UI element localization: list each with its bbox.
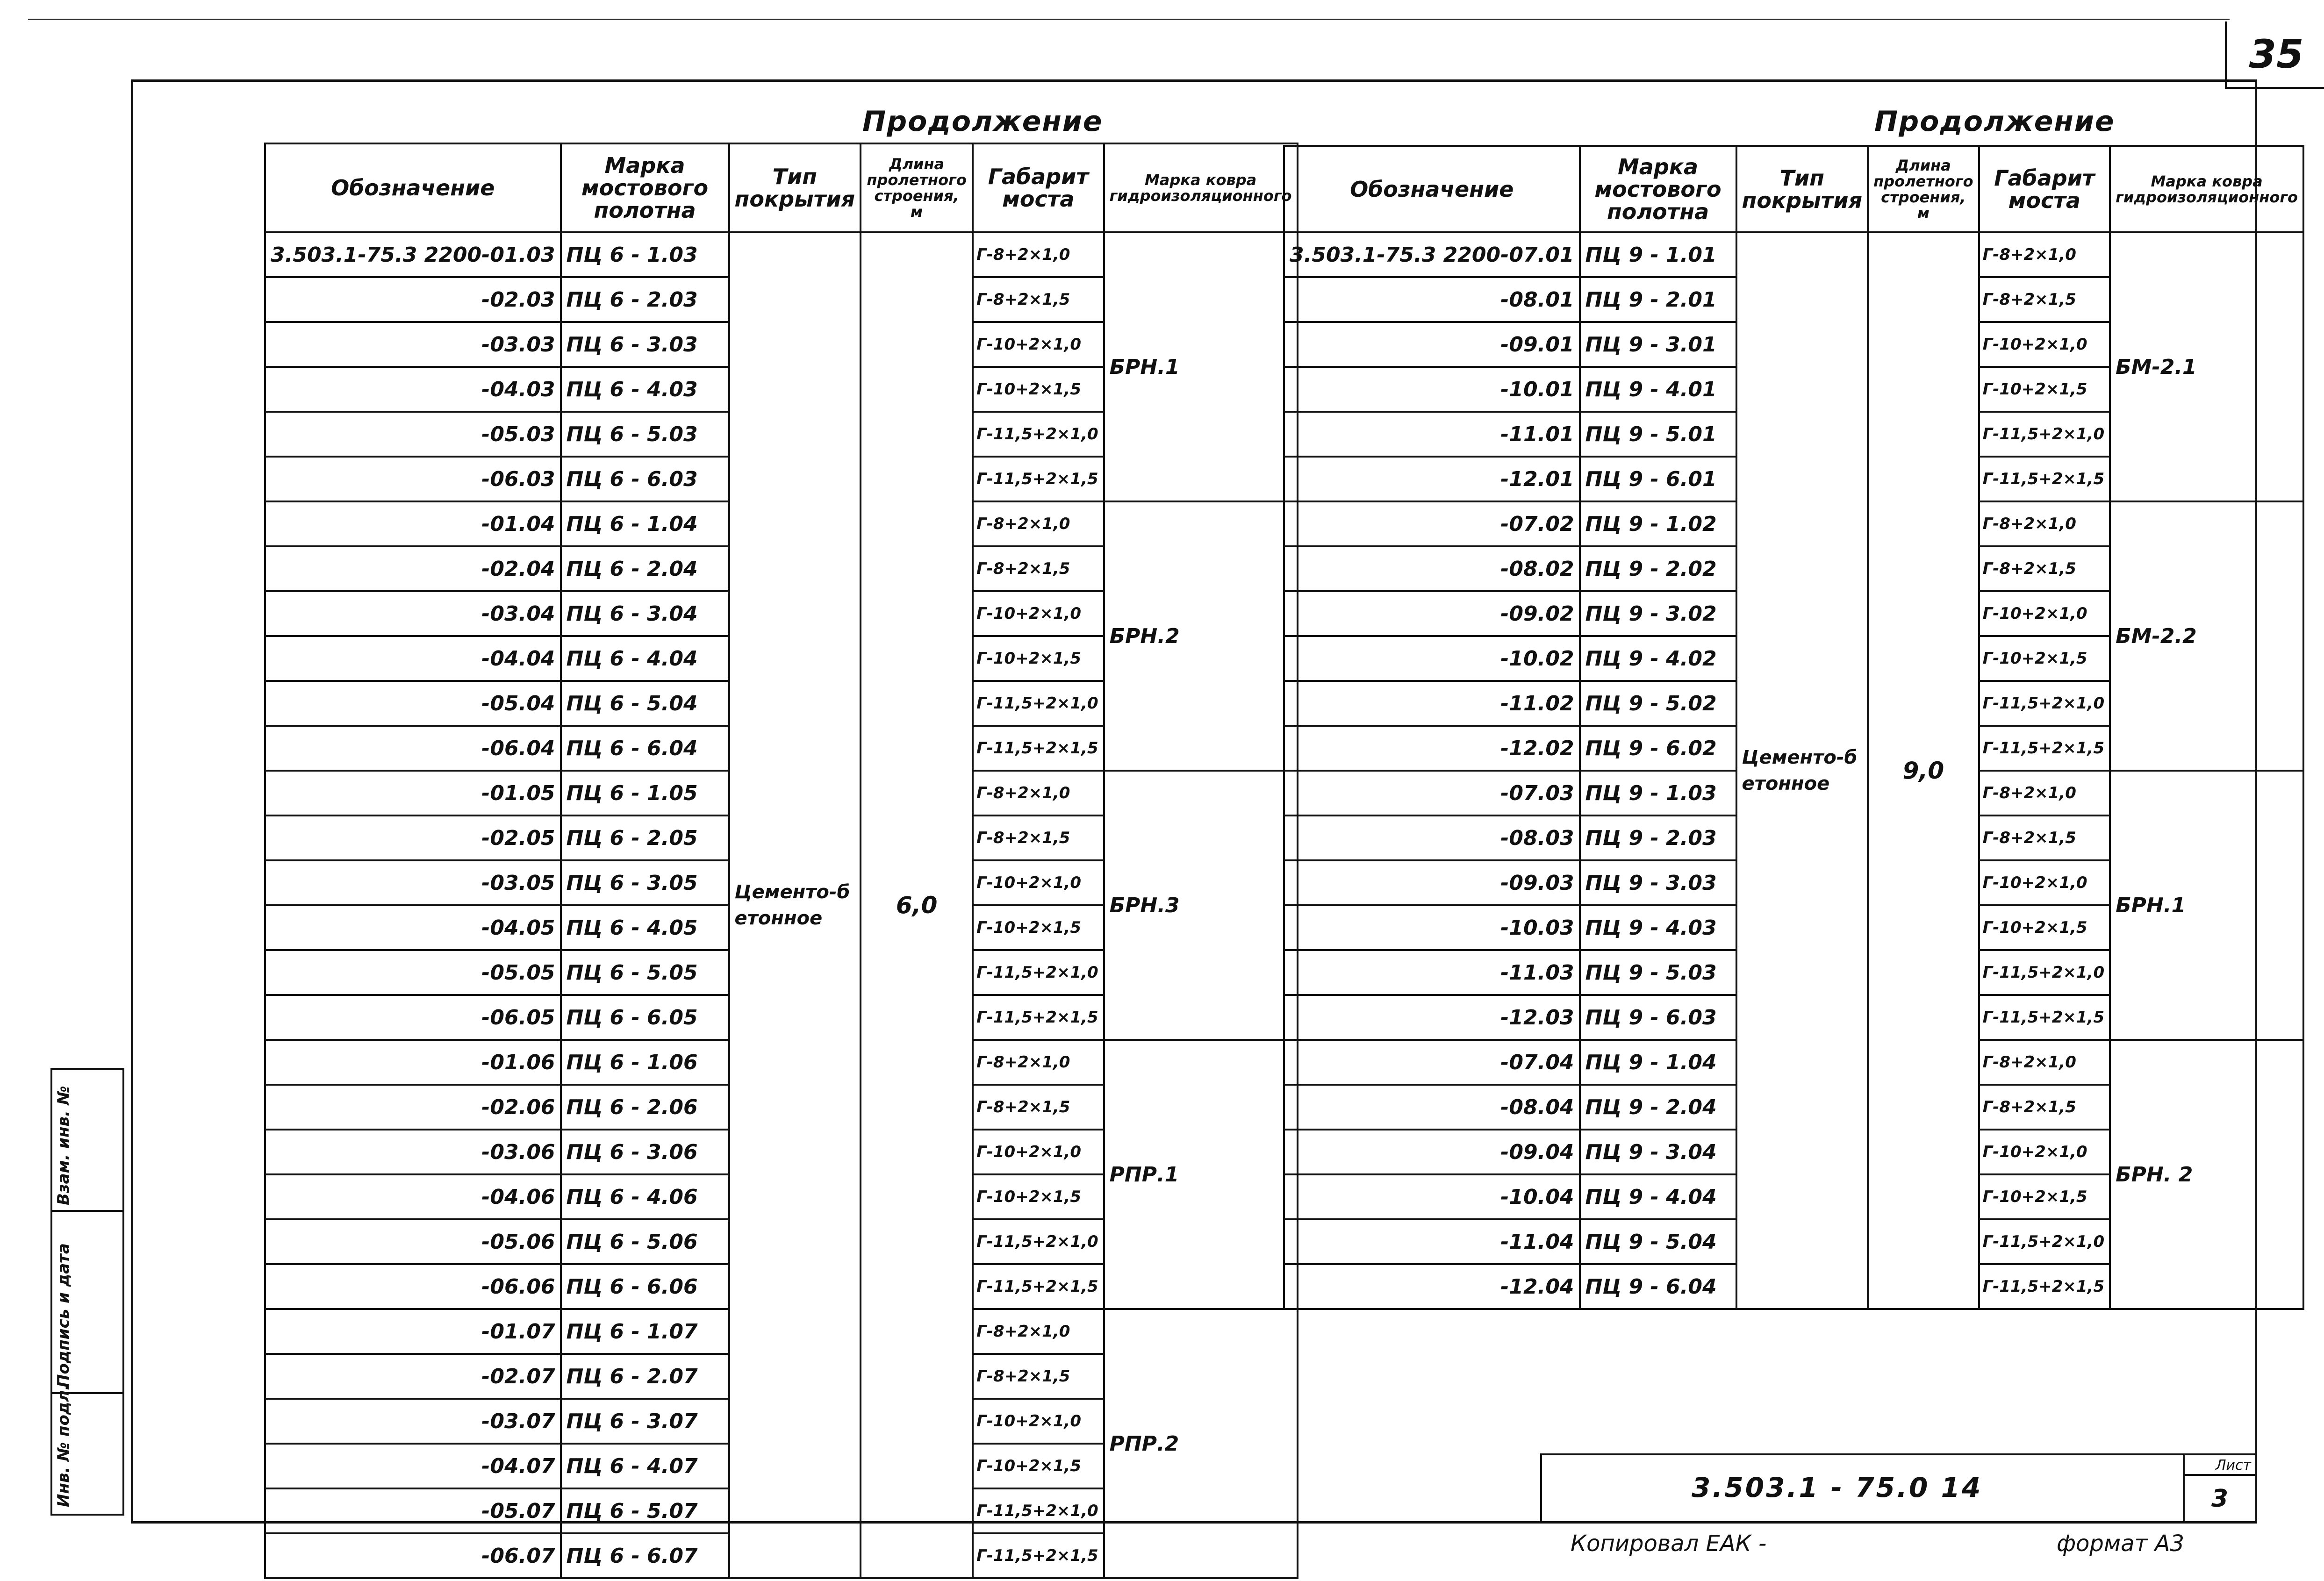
gabarit-cell: Г-11,5+2×1,5 <box>1979 1264 2110 1309</box>
stamp-sheet-box <box>2183 1455 2255 1521</box>
gabarit-cell: Г-11,5+2×1,0 <box>973 1219 1104 1264</box>
gabarit-cell: Г-10+2×1,0 <box>1979 322 2110 367</box>
gabarit-cell: Г-8+2×1,5 <box>1979 546 2110 591</box>
designation-cell: -04.05 <box>265 905 561 950</box>
mark-cell: ПЦ 9 - 6.04 <box>1580 1264 1736 1309</box>
mark-cell: ПЦ 6 - 1.05 <box>561 771 729 816</box>
designation-cell: 3.503.1-75.3 2200-07.01 <box>1284 232 1580 277</box>
designation-cell: -10.01 <box>1284 367 1580 412</box>
gabarit-cell: Г-8+2×1,5 <box>973 277 1104 322</box>
left-continuation-title: Продолжение <box>862 105 1103 138</box>
top-rule <box>28 19 2230 20</box>
sheet-corner-number: 35 <box>2249 31 2304 77</box>
gabarit-cell: Г-10+2×1,5 <box>1979 1174 2110 1219</box>
gabarit-cell: Г-10+2×1,5 <box>1979 905 2110 950</box>
mark-cell: ПЦ 6 - 4.03 <box>561 367 729 412</box>
designation-cell: -05.05 <box>265 950 561 995</box>
gabarit-cell: Г-11,5+2×1,0 <box>1979 412 2110 457</box>
designation-cell: -07.03 <box>1284 771 1580 816</box>
mark-cell: ПЦ 6 - 5.03 <box>561 412 729 457</box>
designation-cell: -09.01 <box>1284 322 1580 367</box>
mark-cell: ПЦ 6 - 2.07 <box>561 1354 729 1399</box>
designation-cell: -10.04 <box>1284 1174 1580 1219</box>
gabarit-cell: Г-8+2×1,0 <box>973 1040 1104 1085</box>
header-mark: Марка мостового полотна <box>561 143 729 232</box>
gabarit-cell: Г-8+2×1,5 <box>1979 277 2110 322</box>
strip-label-signature: Подпись и дата <box>54 1243 73 1388</box>
gabarit-cell: Г-10+2×1,0 <box>973 322 1104 367</box>
gabarit-cell: Г-10+2×1,0 <box>1979 860 2110 905</box>
designation-cell: 3.503.1-75.3 2200-01.03 <box>265 232 561 277</box>
mark-cell: ПЦ 9 - 3.02 <box>1580 591 1736 636</box>
mark-cell: ПЦ 9 - 1.03 <box>1580 771 1736 816</box>
designation-cell: -12.02 <box>1284 726 1580 771</box>
span-length-cell: 9,0 <box>1868 232 1979 1309</box>
mark-cell: ПЦ 9 - 5.01 <box>1580 412 1736 457</box>
membrane-mark-cell: РПР.2 <box>1104 1309 1298 1578</box>
designation-cell: -10.03 <box>1284 905 1580 950</box>
designation-cell: -01.07 <box>265 1309 561 1354</box>
designation-cell: -08.04 <box>1284 1085 1580 1130</box>
designation-cell: -12.01 <box>1284 457 1580 501</box>
mark-cell: ПЦ 9 - 5.02 <box>1580 681 1736 726</box>
header-gabarit: Габарит моста <box>973 143 1104 232</box>
designation-cell: -11.02 <box>1284 681 1580 726</box>
document-code: 3.503.1 - 75.0 14 <box>1692 1472 1983 1503</box>
header-type: Тип покрытия <box>729 143 861 232</box>
mark-cell: ПЦ 9 - 1.04 <box>1580 1040 1736 1085</box>
mark-cell: ПЦ 6 - 6.06 <box>561 1264 729 1309</box>
designation-cell: -03.03 <box>265 322 561 367</box>
gabarit-cell: Г-10+2×1,0 <box>1979 1130 2110 1174</box>
membrane-mark-cell: БРН.2 <box>1104 501 1298 771</box>
header-membrane: Марка ковра гидроизоляционного <box>2110 146 2303 232</box>
designation-cell: -09.04 <box>1284 1130 1580 1174</box>
membrane-mark-cell: БРН.1 <box>2110 771 2303 1040</box>
designation-cell: -11.04 <box>1284 1219 1580 1264</box>
mark-cell: ПЦ 6 - 6.05 <box>561 995 729 1040</box>
header-designation: Обозначение <box>265 143 561 232</box>
designation-cell: -02.06 <box>265 1085 561 1130</box>
mark-cell: ПЦ 9 - 3.03 <box>1580 860 1736 905</box>
gabarit-cell: Г-11,5+2×1,0 <box>973 681 1104 726</box>
mark-cell: ПЦ 9 - 3.01 <box>1580 322 1736 367</box>
mark-cell: ПЦ 6 - 2.03 <box>561 277 729 322</box>
designation-cell: -11.03 <box>1284 950 1580 995</box>
designation-cell: -11.01 <box>1284 412 1580 457</box>
mark-cell: ПЦ 9 - 6.03 <box>1580 995 1736 1040</box>
gabarit-cell: Г-11,5+2×1,5 <box>973 1533 1104 1578</box>
mark-cell: ПЦ 9 - 4.02 <box>1580 636 1736 681</box>
copy-note: Копировал ЕАК - <box>1571 1531 1767 1557</box>
gabarit-cell: Г-10+2×1,5 <box>1979 636 2110 681</box>
designation-cell: -06.04 <box>265 726 561 771</box>
gabarit-cell: Г-11,5+2×1,0 <box>1979 1219 2110 1264</box>
mark-cell: ПЦ 6 - 5.07 <box>561 1488 729 1533</box>
membrane-mark-cell: БРН.3 <box>1104 771 1298 1040</box>
designation-cell: -01.04 <box>265 501 561 546</box>
mark-cell: ПЦ 9 - 3.04 <box>1580 1130 1736 1174</box>
header-type: Тип покрытия <box>1736 146 1868 232</box>
membrane-mark-cell: БМ-2.1 <box>2110 232 2303 501</box>
stamp-sheet-number: 3 <box>2211 1485 2229 1513</box>
designation-cell: -07.04 <box>1284 1040 1580 1085</box>
gabarit-cell: Г-11,5+2×1,5 <box>1979 995 2110 1040</box>
mark-cell: ПЦ 6 - 6.07 <box>561 1533 729 1578</box>
designation-cell: -05.07 <box>265 1488 561 1533</box>
gabarit-cell: Г-8+2×1,0 <box>973 1309 1104 1354</box>
gabarit-cell: Г-8+2×1,0 <box>1979 232 2110 277</box>
mark-cell: ПЦ 6 - 4.06 <box>561 1174 729 1219</box>
gabarit-cell: Г-8+2×1,0 <box>1979 771 2110 816</box>
table-row <box>265 232 1298 277</box>
designation-cell: -02.04 <box>265 546 561 591</box>
mark-cell: ПЦ 9 - 6.02 <box>1580 726 1736 771</box>
gabarit-cell: Г-8+2×1,0 <box>973 232 1104 277</box>
gabarit-cell: Г-11,5+2×1,5 <box>973 457 1104 501</box>
mark-cell: ПЦ 9 - 4.04 <box>1580 1174 1736 1219</box>
designation-cell: -01.06 <box>265 1040 561 1085</box>
designation-cell: -05.06 <box>265 1219 561 1264</box>
designation-cell: -03.05 <box>265 860 561 905</box>
approval-strip <box>50 1068 124 1516</box>
gabarit-cell: Г-8+2×1,5 <box>1979 816 2110 860</box>
designation-cell: -03.04 <box>265 591 561 636</box>
mark-cell: ПЦ 6 - 1.03 <box>561 232 729 277</box>
designation-cell: -10.02 <box>1284 636 1580 681</box>
gabarit-cell: Г-10+2×1,5 <box>973 636 1104 681</box>
gabarit-cell: Г-11,5+2×1,0 <box>1979 681 2110 726</box>
header-length: Длина пролетного строения, м <box>1868 146 1979 232</box>
table-row <box>1284 232 2303 277</box>
mark-cell: ПЦ 6 - 3.05 <box>561 860 729 905</box>
mark-cell: ПЦ 6 - 6.03 <box>561 457 729 501</box>
format-note: формат А3 <box>2057 1531 2185 1557</box>
mark-cell: ПЦ 9 - 5.03 <box>1580 950 1736 995</box>
header-length: Длина пролетного строения, м <box>861 143 973 232</box>
mark-cell: ПЦ 6 - 5.06 <box>561 1219 729 1264</box>
gabarit-cell: Г-10+2×1,5 <box>973 1174 1104 1219</box>
mark-cell: ПЦ 6 - 3.06 <box>561 1130 729 1174</box>
gabarit-cell: Г-8+2×1,5 <box>973 1354 1104 1399</box>
sheet-corner-box <box>2225 21 2324 89</box>
designation-cell: -08.03 <box>1284 816 1580 860</box>
mark-cell: ПЦ 9 - 2.02 <box>1580 546 1736 591</box>
gabarit-cell: Г-8+2×1,5 <box>973 1085 1104 1130</box>
designation-cell: -09.03 <box>1284 860 1580 905</box>
header-gabarit: Габарит моста <box>1979 146 2110 232</box>
strip-cell-signature <box>52 1210 122 1394</box>
gabarit-cell: Г-8+2×1,0 <box>973 771 1104 816</box>
mark-cell: ПЦ 6 - 4.04 <box>561 636 729 681</box>
gabarit-cell: Г-8+2×1,5 <box>1979 1085 2110 1130</box>
designation-cell: -06.07 <box>265 1533 561 1578</box>
mark-cell: ПЦ 6 - 4.07 <box>561 1444 729 1488</box>
designation-cell: -08.01 <box>1284 277 1580 322</box>
mark-cell: ПЦ 9 - 2.04 <box>1580 1085 1736 1130</box>
strip-label-inventory: Инв. № подл. <box>54 1384 73 1507</box>
membrane-mark-cell: БМ-2.2 <box>2110 501 2303 771</box>
designation-cell: -02.05 <box>265 816 561 860</box>
coating-type-cell: Цементо-бетонное <box>729 232 861 1578</box>
mark-cell: ПЦ 6 - 3.07 <box>561 1399 729 1444</box>
right-spec-table <box>1283 145 2304 1310</box>
strip-label-replacement: Взам. инв. № <box>54 1086 73 1205</box>
gabarit-cell: Г-10+2×1,5 <box>1979 367 2110 412</box>
designation-cell: -05.03 <box>265 412 561 457</box>
gabarit-cell: Г-11,5+2×1,5 <box>973 995 1104 1040</box>
gabarit-cell: Г-10+2×1,5 <box>973 905 1104 950</box>
designation-cell: -04.07 <box>265 1444 561 1488</box>
designation-cell: -12.03 <box>1284 995 1580 1040</box>
mark-cell: ПЦ 6 - 5.04 <box>561 681 729 726</box>
header-mark: Марка мостового полотна <box>1580 146 1736 232</box>
span-length-cell: 6,0 <box>861 232 973 1578</box>
designation-cell: -08.02 <box>1284 546 1580 591</box>
right-continuation-title: Продолжение <box>1874 105 2115 138</box>
gabarit-cell: Г-8+2×1,5 <box>973 546 1104 591</box>
gabarit-cell: Г-11,5+2×1,0 <box>973 412 1104 457</box>
header-membrane: Марка ковра гидроизоляционного <box>1104 143 1298 232</box>
gabarit-cell: Г-11,5+2×1,5 <box>973 726 1104 771</box>
gabarit-cell: Г-10+2×1,0 <box>973 860 1104 905</box>
gabarit-cell: Г-11,5+2×1,0 <box>1979 950 2110 995</box>
designation-cell: -06.06 <box>265 1264 561 1309</box>
membrane-mark-cell: БРН. 2 <box>2110 1040 2303 1309</box>
designation-cell: -03.07 <box>265 1399 561 1444</box>
designation-cell: -04.06 <box>265 1174 561 1219</box>
designation-cell: -06.05 <box>265 995 561 1040</box>
mark-cell: ПЦ 9 - 2.03 <box>1580 816 1736 860</box>
designation-cell: -03.06 <box>265 1130 561 1174</box>
stamp-sheet-label: Лист <box>2185 1455 2255 1476</box>
gabarit-cell: Г-8+2×1,0 <box>1979 501 2110 546</box>
mark-cell: ПЦ 9 - 6.01 <box>1580 457 1736 501</box>
gabarit-cell: Г-10+2×1,0 <box>1979 591 2110 636</box>
designation-cell: -04.03 <box>265 367 561 412</box>
mark-cell: ПЦ 6 - 5.05 <box>561 950 729 995</box>
gabarit-cell: Г-10+2×1,0 <box>973 1399 1104 1444</box>
mark-cell: ПЦ 9 - 1.01 <box>1580 232 1736 277</box>
gabarit-cell: Г-8+2×1,5 <box>973 816 1104 860</box>
designation-cell: -02.07 <box>265 1354 561 1399</box>
title-stamp <box>1540 1453 2255 1521</box>
gabarit-cell: Г-11,5+2×1,5 <box>973 1264 1104 1309</box>
gabarit-cell: Г-11,5+2×1,5 <box>1979 457 2110 501</box>
gabarit-cell: Г-10+2×1,0 <box>973 1130 1104 1174</box>
header-designation: Обозначение <box>1284 146 1580 232</box>
mark-cell: ПЦ 6 - 3.04 <box>561 591 729 636</box>
designation-cell: -05.04 <box>265 681 561 726</box>
gabarit-cell: Г-11,5+2×1,0 <box>973 950 1104 995</box>
gabarit-cell: Г-8+2×1,0 <box>1979 1040 2110 1085</box>
mark-cell: ПЦ 9 - 4.01 <box>1580 367 1736 412</box>
strip-cell-replacement <box>52 1070 122 1212</box>
gabarit-cell: Г-8+2×1,0 <box>973 501 1104 546</box>
mark-cell: ПЦ 6 - 2.06 <box>561 1085 729 1130</box>
mark-cell: ПЦ 9 - 1.02 <box>1580 501 1736 546</box>
designation-cell: -07.02 <box>1284 501 1580 546</box>
mark-cell: ПЦ 9 - 5.04 <box>1580 1219 1736 1264</box>
designation-cell: -12.04 <box>1284 1264 1580 1309</box>
mark-cell: ПЦ 9 - 4.03 <box>1580 905 1736 950</box>
membrane-mark-cell: БРН.1 <box>1104 232 1298 501</box>
membrane-mark-cell: РПР.1 <box>1104 1040 1298 1309</box>
gabarit-cell: Г-11,5+2×1,5 <box>1979 726 2110 771</box>
coating-type-cell: Цементо-бетонное <box>1736 232 1868 1309</box>
mark-cell: ПЦ 6 - 4.05 <box>561 905 729 950</box>
left-spec-table <box>264 143 1298 1579</box>
designation-cell: -01.05 <box>265 771 561 816</box>
strip-cell-inventory <box>52 1384 122 1512</box>
designation-cell: -02.03 <box>265 277 561 322</box>
mark-cell: ПЦ 6 - 1.06 <box>561 1040 729 1085</box>
mark-cell: ПЦ 6 - 6.04 <box>561 726 729 771</box>
mark-cell: ПЦ 6 - 2.04 <box>561 546 729 591</box>
mark-cell: ПЦ 6 - 1.07 <box>561 1309 729 1354</box>
mark-cell: ПЦ 6 - 2.05 <box>561 816 729 860</box>
designation-cell: -04.04 <box>265 636 561 681</box>
designation-cell: -06.03 <box>265 457 561 501</box>
gabarit-cell: Г-10+2×1,5 <box>973 1444 1104 1488</box>
gabarit-cell: Г-10+2×1,5 <box>973 367 1104 412</box>
designation-cell: -09.02 <box>1284 591 1580 636</box>
mark-cell: ПЦ 9 - 2.01 <box>1580 277 1736 322</box>
gabarit-cell: Г-10+2×1,0 <box>973 591 1104 636</box>
mark-cell: ПЦ 6 - 3.03 <box>561 322 729 367</box>
mark-cell: ПЦ 6 - 1.04 <box>561 501 729 546</box>
gabarit-cell: Г-11,5+2×1,0 <box>973 1488 1104 1533</box>
